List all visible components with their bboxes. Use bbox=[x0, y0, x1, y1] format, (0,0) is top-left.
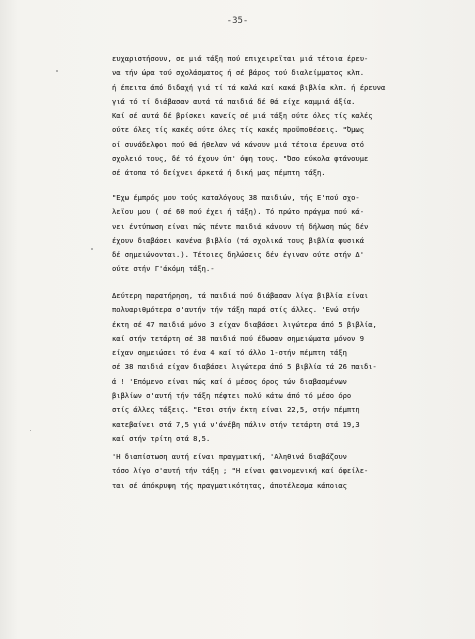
line: Δεύτερη παρατήρηση, τά παιδιά πού διάβασαν λίγα βιβλία είναι bbox=[112, 291, 369, 300]
line: έχουν διαβάσει κανένα βιβλίο (τά σχολικά τους βιβλία φυσικά bbox=[112, 235, 364, 245]
line: καί στήν τετάρτη σέ 38 παιδιά πού έδωσαν σημειώματα μόνον 9 bbox=[112, 333, 364, 343]
paragraph-2 bbox=[112, 191, 464, 277]
line: σέ άτοπα τό δείχνει άρκετά ή δική μας πέμπτη τάξη. bbox=[112, 168, 326, 178]
line: σέ 38 παιδιά είχαν διαβάσει λιγώτερα άπό 5 βιβλία τά 26 παιδι- bbox=[112, 362, 377, 372]
line: έκτη σέ 47 παιδιά μόνο 3 είχαν διαβάσει λιγώτερα άπό 5 βιβλία, bbox=[112, 319, 377, 329]
line: ή έπειτα άπό διδαχή γιά τί τά καλά καί κακά βιβλία κλπ. ή έρευνα bbox=[112, 82, 386, 92]
line: κατεβαίνει στά 7,5 γιά ν'άνέβη πάλιν στήν τετάρτη στά 19,3 bbox=[112, 419, 360, 429]
line: σχολειό τους, δέ τό έχουν ύπ' όψη τους. "Όσο εύκολα φτάνουμε bbox=[112, 154, 369, 164]
line: γιά τό τί διάβασαν αυτά τά παιδιά δέ θά είχε καμμιά άξία. bbox=[112, 96, 356, 106]
paragraph-4 bbox=[112, 450, 464, 493]
line: τόσο λίγο σ'αυτή τήν τάξη ; "Η είναι φαινομενική καί όφείλε- bbox=[112, 466, 369, 476]
line: ά ! 'Επόμενο είναι πώς καί ό μέσος όρος τών διαβασμένων bbox=[112, 376, 347, 386]
line: πολυαριθμότερα σ'αυτήν τήν τάξη παρά στίς άλλες. 'Ενώ στήν bbox=[112, 305, 360, 315]
line: οί συνάδελφοι πού θά ήθελαν νά κάνουν μιά τέτοια έρευνα στό bbox=[112, 139, 364, 149]
line: ευχαριστήσουν, σε μιά τάξη πού επιχειρεϊται μιά τέτοια έρευ- bbox=[112, 54, 369, 63]
line: καί στήν τρίτη στά 8,5. bbox=[112, 433, 211, 443]
line: είχαν σημειώσει τό ένα 4 καί τό άλλο 1-στήν πέμπτη τάξη bbox=[112, 348, 347, 358]
scan-speck bbox=[30, 430, 31, 431]
line: δέ σημειώνονται.). Τέτοιες δηλώσεις δέν έγιναν ούτε στήν Δ' bbox=[112, 250, 364, 260]
line: 'Η διαπίστωση αυτή είναι πραγματική, 'Αληθινά διαβάζουν bbox=[112, 452, 347, 461]
line: λεϊου μου ( σέ 60 πού έχει ή τάξη). Τό πρώτο πράγμα πού κά- bbox=[112, 207, 364, 217]
line: Καί σέ αυτά δέ βρίσκει κανείς σέ μιά τάξη ούτε όλες τίς καλές bbox=[112, 111, 373, 121]
line: ούτε στήν Γ'άκόμη τάξη.- bbox=[112, 264, 215, 274]
paragraph-3 bbox=[112, 289, 464, 446]
line: στίς άλλες τάξεις. "Ετσι στήν έκτη είναι 22,5, στήν πέμπτη bbox=[112, 405, 360, 415]
scan-speck bbox=[91, 248, 93, 250]
paragraph-1 bbox=[112, 52, 464, 181]
line: νει έντύπωση είναι πώς πέντε παιδιά κάνουν τή δήλωση πώς δέν bbox=[112, 221, 369, 231]
line: να τήν ώρα τού σχολάσματος ή σέ βάρος τού διαλείμματος κλπ. bbox=[112, 68, 364, 78]
line: ούτε όλες τίς κακές ούτε όλες τίς κακές προϋποθέσεις. "Όμως bbox=[112, 125, 364, 135]
line: ται σέ άπόκρυψη τής πραγματικότητας, άποτέλεσμα κάποιας bbox=[112, 480, 347, 490]
page-number: -35- bbox=[226, 16, 249, 26]
line: "Εχω έμπρός μου τούς καταλόγους 38 παιδιών, τής Ε'πού σχο- bbox=[112, 193, 360, 202]
scan-speck bbox=[56, 70, 58, 72]
line: βιβλίων σ'αυτή τήν τάξη πέφτει πολύ κάτω άπό τό μέσο όρο bbox=[112, 391, 352, 401]
